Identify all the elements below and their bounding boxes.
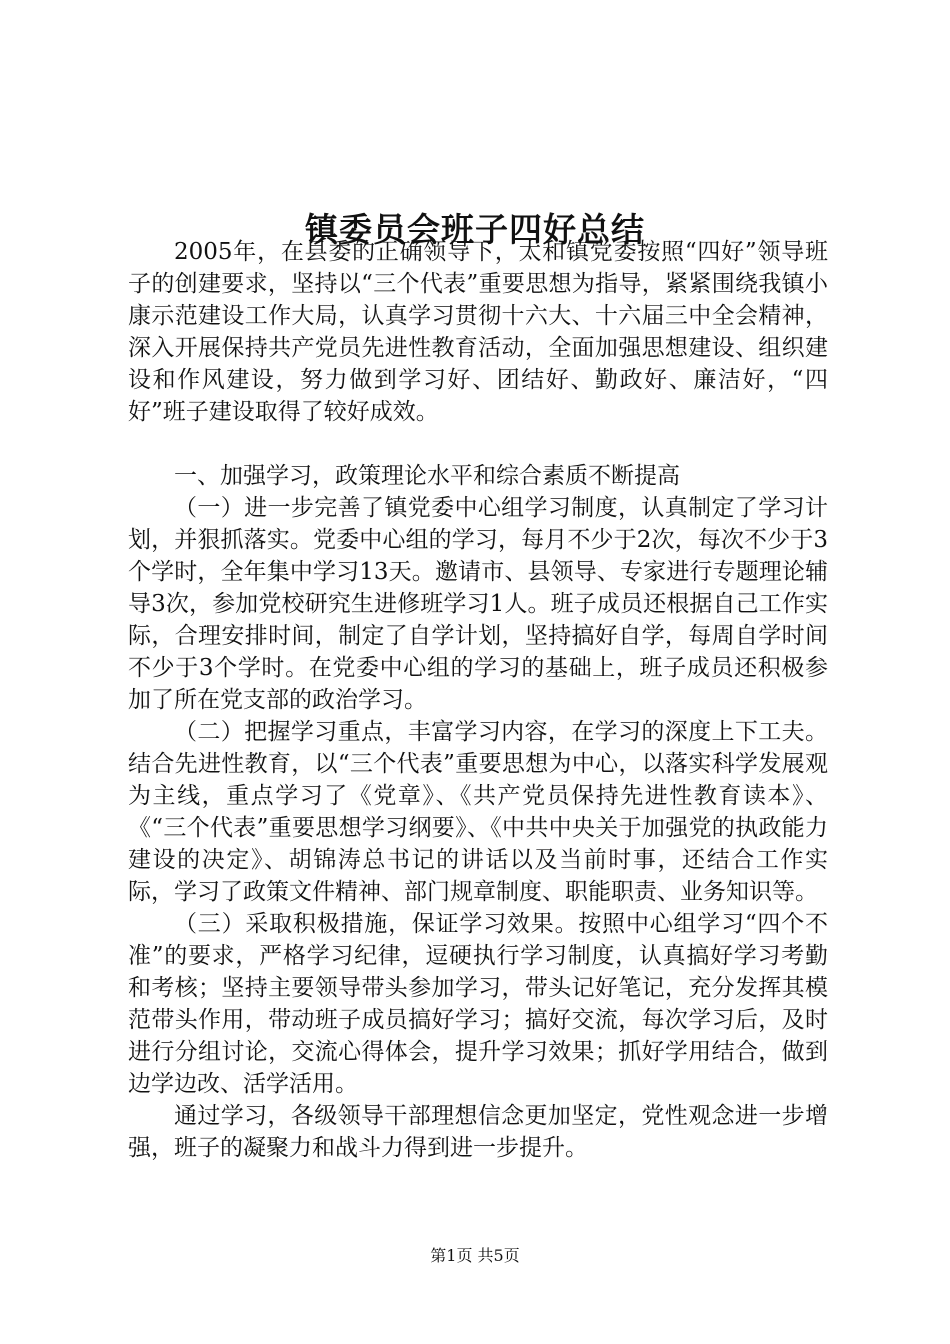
body-paragraph: 通过学习，各级领导干部理想信念更加坚定，党性观念进一步增强，班子的凝聚力和战斗力得到进一步提升。 bbox=[128, 1103, 828, 1161]
intro-paragraph: 2005年，在县委的正确领导下，太和镇党委按照“四好”领导班子的创建要求，坚持以“三个代表”重要思想为指导，紧紧围绕我镇小康示范建设工作大局，认真学习贯彻十六大、十六届三中全会精神，深入开展保持共产党员先进性教育活动，全面加强思想建设、组织建设和作风建设，努力做到学习好、团结好、勤政好、廉洁好，“四好”班子建设取得了较好成效。 bbox=[128, 239, 828, 425]
section-heading: 一、加强学习，政策理论水平和综合素质不断提高 bbox=[174, 463, 680, 489]
body-paragraph: （二）把握学习重点，丰富学习内容，在学习的深度上下工夫。结合先进性教育，以“三个代表”重要思想为中心，以落实科学发展观为主线，重点学习了《党章》、《共产党员保持先进性教育读本》、《“三个代表”重要思想学习纲要》、《中共中央关于加强党的执政能力建设的决定》、胡锦涛总书记的讲话以及当前时事，还结合工作实际，学习了政策文件精神、部门规章制度、职能职责、业务知识等。 bbox=[128, 719, 828, 905]
body-paragraph: （一）进一步完善了镇党委中心组学习制度，认真制定了学习计划，并狠抓落实。党委中心组的学习，每月不少于2次，每次不少于3个学时，全年集中学习13天。邀请市、县领导、专家进行专题理论辅导3次，参加党校研究生进修班学习1人。班子成员还根据自己工作实际，合理安排时间，制定了自学计划，坚持搞好自学，每周自学时间不少于3个学时。在党委中心组的学习的基础上，班子成员还积极参加了所在党支部的政治学习。 bbox=[128, 495, 828, 713]
body-paragraph: （三）采取积极措施，保证学习效果。按照中心组学习“四个不准”的要求，严格学习纪律，逗硬执行学习制度，认真搞好学习考勤和考核；坚持主要领导带头参加学习，带头记好笔记，充分发挥其模范带头作用，带动班子成员搞好学习；搞好交流，每次学习后，及时进行分组讨论，交流心得体会，提升学习效果；抓好学用结合，做到边学边改、活学活用。 bbox=[128, 911, 828, 1097]
page-footer bbox=[0, 1245, 950, 1267]
page-indicator: 第1页 共5页 bbox=[430, 1246, 520, 1265]
page-title: 镇委员会班子四好总结 bbox=[305, 210, 645, 250]
document-body bbox=[128, 236, 828, 1164]
